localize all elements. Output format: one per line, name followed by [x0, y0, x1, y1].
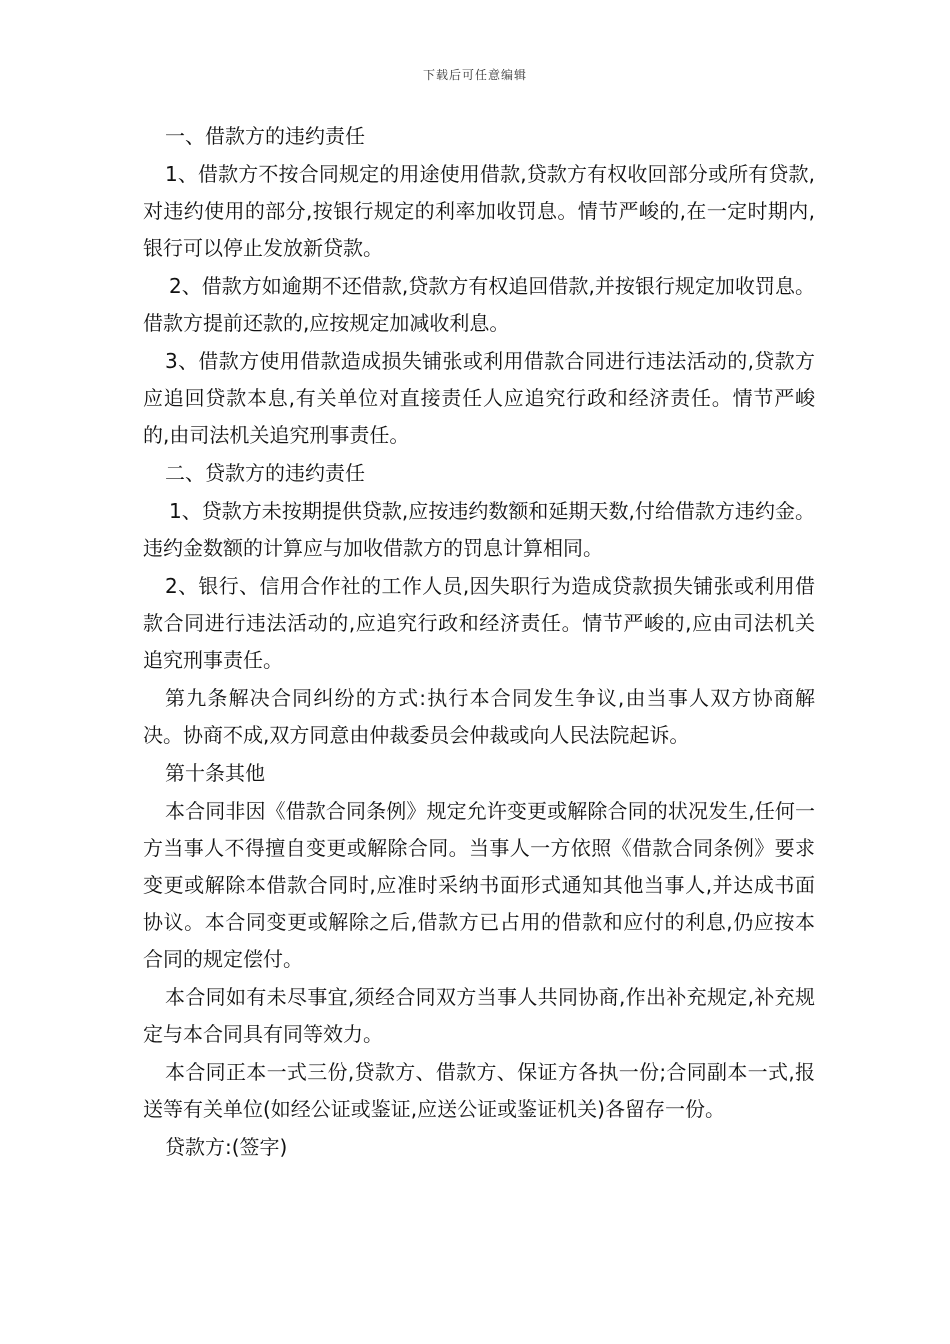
- page-header-note: 下载后可任意编辑: [422, 68, 527, 82]
- paragraph: 3、借款方使用借款造成损失铺张或利用借款合同进行违法活动的,贷款方应追回贷款本息,有关单位对直接责任人应追究行政和经济责任。情节严峻的,由司法机关追究刑事责任。: [143, 349, 815, 447]
- paragraph: 2、借款方如逾期不还借款,贷款方有权追回借款,并按银行规定加收罚息。借款方提前还款的,应按规定加减收利息。: [143, 274, 815, 335]
- paragraph: 二、贷款方的违约责任: [165, 461, 365, 485]
- paragraph: 本合同非因《借款合同条例》规定允许变更或解除合同的状况发生,任何一方当事人不得擅自变更或解除合同。当事人一方依照《借款合同条例》要求变更或解除本借款合同时,应准时采纳书面形式通知其他当事人,并达成书面协议。本合同变更或解除之后,借款方已占用的借款和应付的利息,仍应按本合同的规定偿付。: [143, 799, 815, 971]
- paragraph: 2、银行、信用合作社的工作人员,因失职行为造成贷款损失铺张或利用借款合同进行违法活动的,应追究行政和经济责任。情节严峻的,应由司法机关追究刑事责任。: [143, 574, 815, 672]
- paragraph: 贷款方:(签字): [165, 1135, 288, 1159]
- paragraph: 1、贷款方未按期提供贷款,应按违约数额和延期天数,付给借款方违约金。违约金数额的计算应与加收借款方的罚息计算相同。: [143, 499, 815, 560]
- paragraph: 一、借款方的违约责任: [165, 124, 365, 148]
- paragraph: 本合同如有未尽事宜,须经合同双方当事人共同协商,作出补充规定,补充规定与本合同具有同等效力。: [143, 985, 815, 1046]
- paragraph: 1、借款方不按合同规定的用途使用借款,贷款方有权收回部分或所有贷款,对违约使用的部分,按银行规定的利率加收罚息。情节严峻的,在一定时期内,银行可以停止发放新贷款。: [143, 162, 815, 260]
- paragraph: 本合同正本一式三份,贷款方、借款方、保证方各执一份;合同副本一式,报送等有关单位(如经公证或鉴证,应送公证或鉴证机关)各留存一份。: [143, 1060, 815, 1121]
- paragraph: 第九条解决合同纠纷的方式:执行本合同发生争议,由当事人双方协商解决。协商不成,双方同意由仲裁委员会仲裁或向人民法院起诉。: [143, 686, 815, 747]
- document-body: [143, 118, 815, 1166]
- paragraph: 第十条其他: [165, 761, 265, 785]
